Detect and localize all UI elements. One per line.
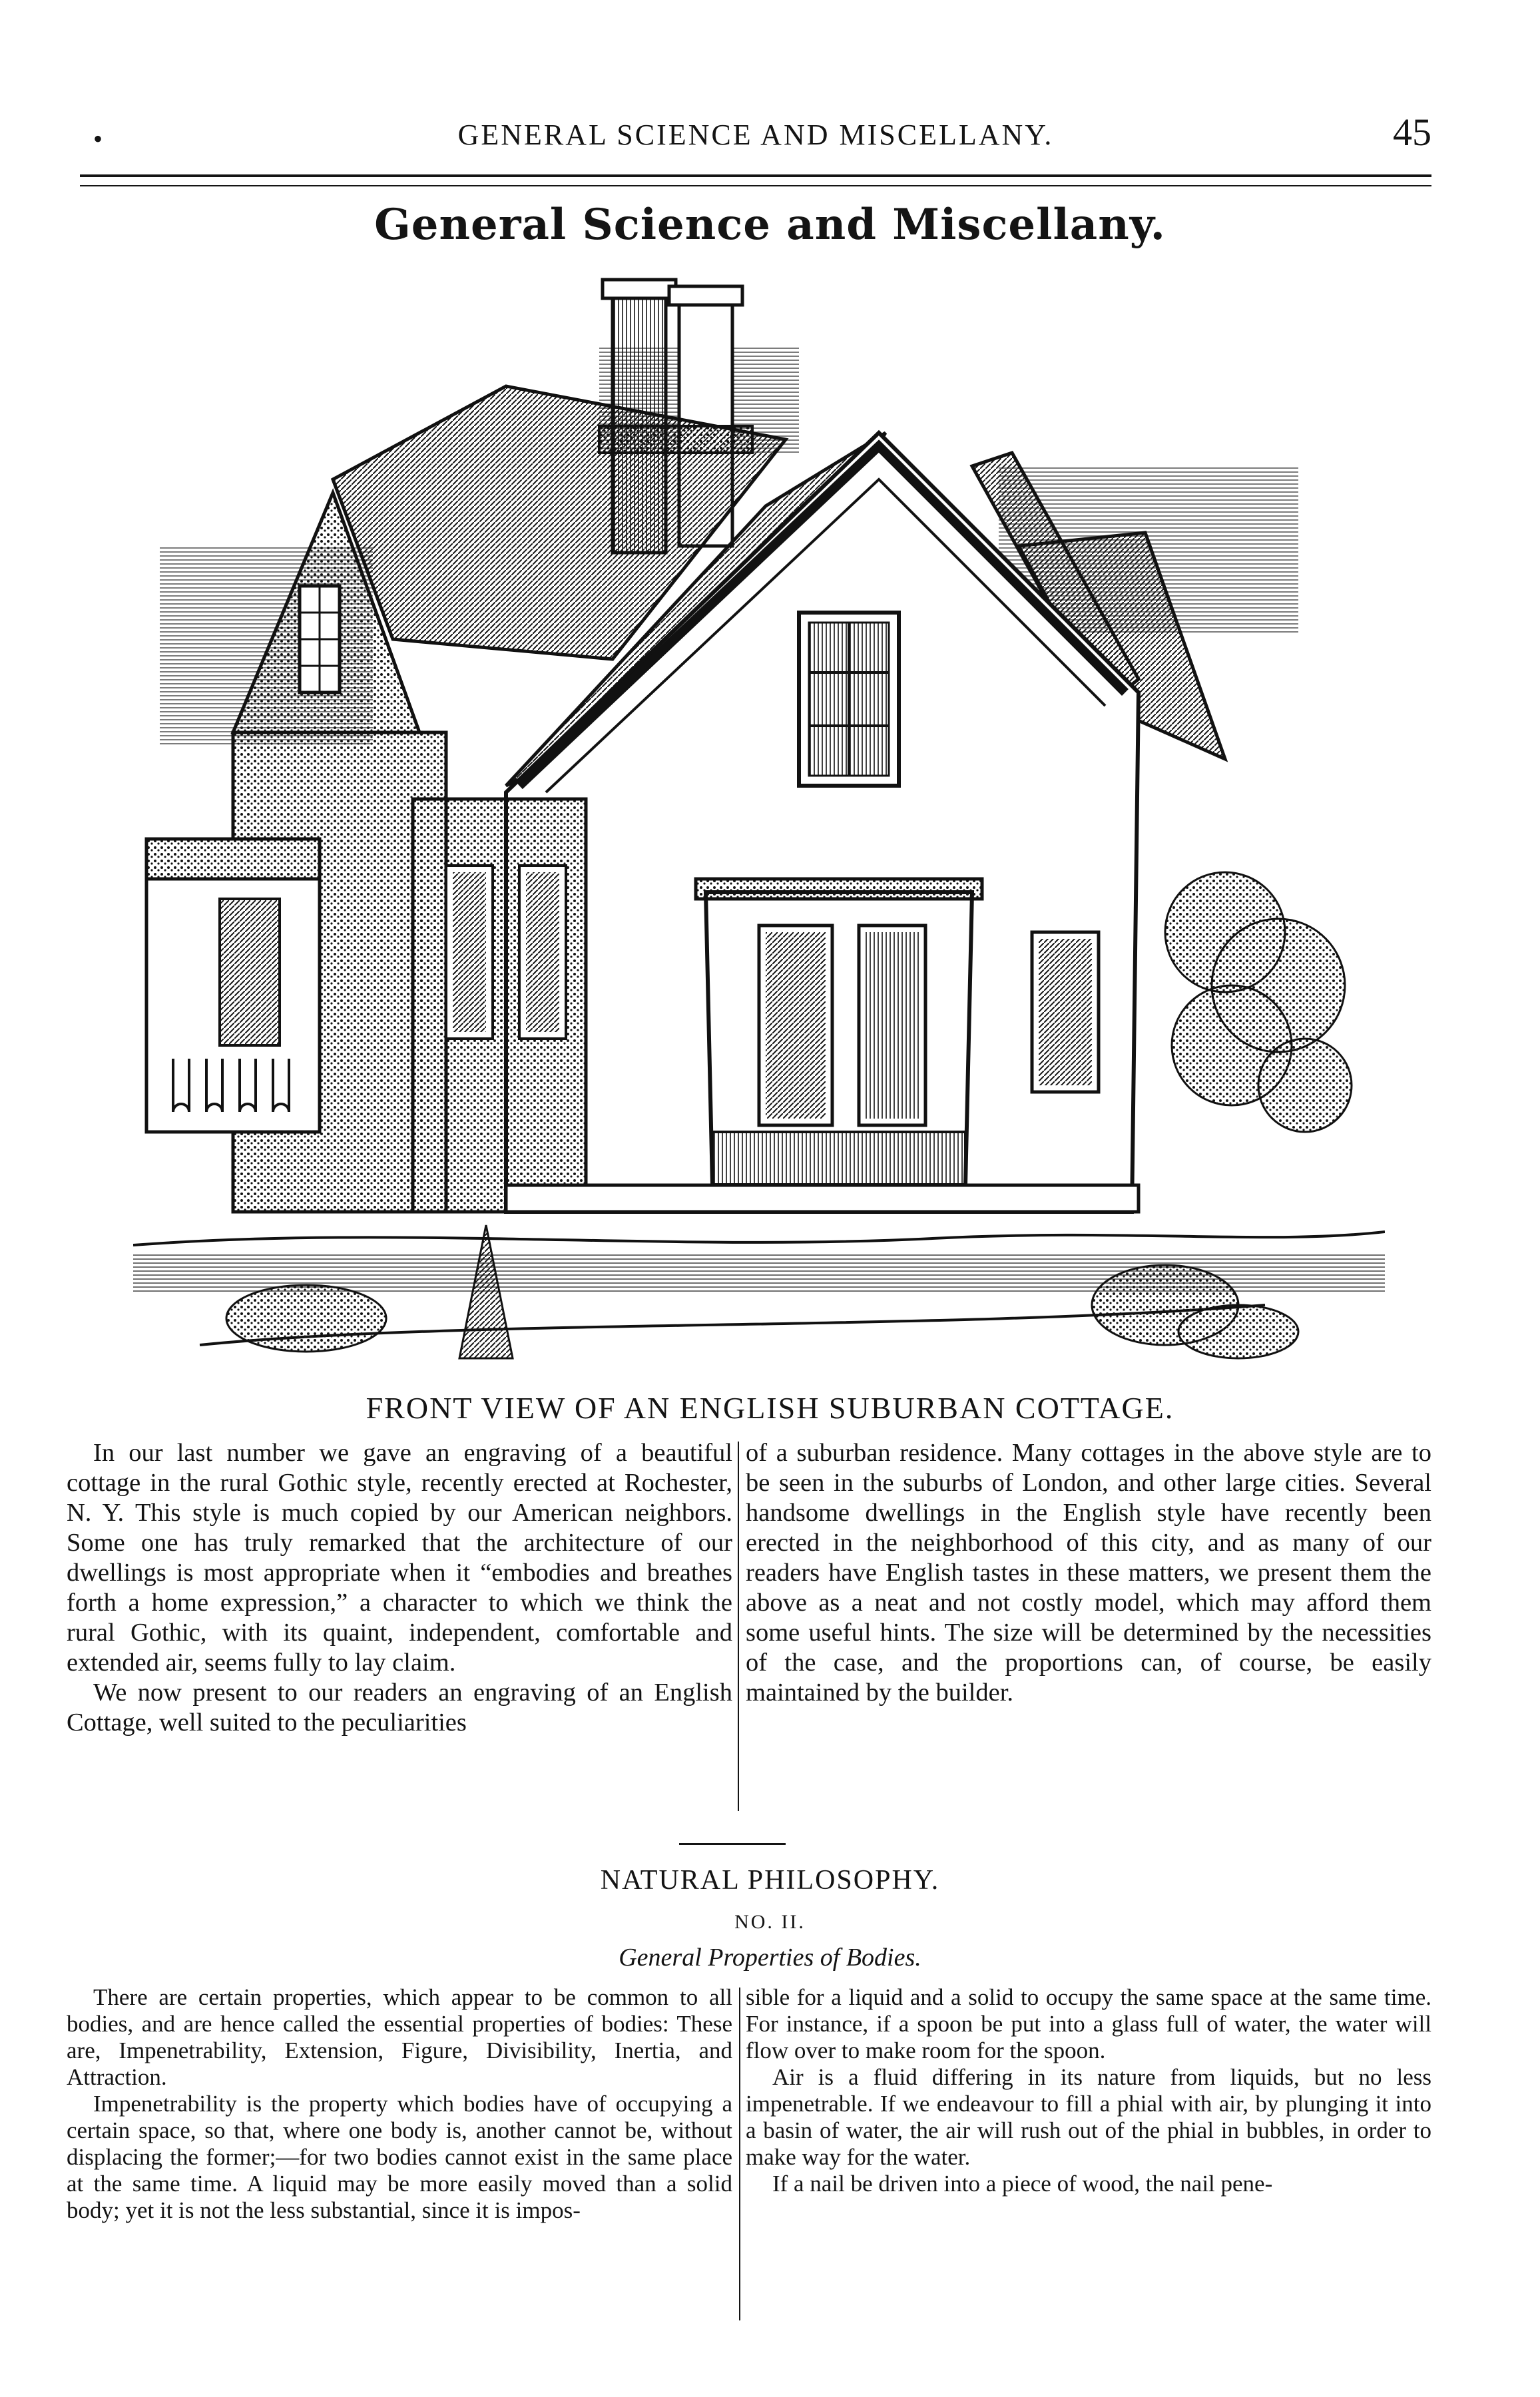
article2-number: NO. II. [734,1911,806,1933]
article2-title: NATURAL PHILOSOPHY. [600,1865,940,1896]
article1-right-column [746,1438,1431,1708]
article2-paragraph-1: There are certain properties, which appear to be common to all bodies, and are hence called the essential properties of bodies: These are, Impenetrability, Extension, Figure, Divisibility, Inertia, and Attraction. [67,1984,732,2090]
article2-paragraph-4: Air is a fluid differing in its nature from liquids, but no less impenetrable. If we endeavour to fill a phial with air, by plunging it into a basin of water, the air will rush out of the phial in bubbles, in order to make way for the water. [746,2064,1431,2170]
article2-right-column [746,1984,1431,2197]
article2-left-column [67,1984,732,2224]
article1-paragraph-3: of a suburban residence. Many cottages in the above style are to be seen in the suburbs of London, and other large cities. Several handsome dwellings in the English style have recently been erected in the neighborhood of this city, and as many of our readers have English tastes in these matters, we present them the above as a neat and not costly model, which may afford them some useful hints. The size will be determined by the necessities of the case, and the proportions can, of course, be easily maintained by the builder. [746,1439,1431,1707]
section-divider [679,1843,786,1845]
article2-paragraph-2: Impenetrability is the property which bodies have of occupying a certain space, so that, where one body is, another cannot be, without displacing the former;—for two bodies cannot exist in the same place at the same time. A liquid may be more easily moved than a solid body; yet it is not the less substantial, since it is impos- [67,2091,732,2223]
bullet-mark: • [93,124,103,154]
section-heading: General Science and Miscellany. [374,200,1166,250]
tree [1165,872,1352,1132]
article1-paragraph-1: In our last number we gave an engraving of a beautiful cottage in the rural Gothic style, recently erected at Rochester, N. Y. This style is much copied by our American neighbors. Some one has truly remarked that the architecture of our dwellings is most appropriate when it “embodies and breathes forth a home expression,” a character to which we think the rural Gothic, with its quaint, independent, comfortable and extended air, seems fully to lay claim. [67,1439,732,1677]
running-title: GENERAL SCIENCE AND MISCELLANY. [457,119,1054,151]
column-divider-top [738,1442,739,1811]
article2-paragraph-5: If a nail be driven into a piece of wood, the nail pene- [772,2171,1273,2197]
page-number: 45 [1393,111,1431,154]
article2-paragraph-3: sible for a liquid and a solid to occupy the same space at the same time. For instance, if a spoon be put into a glass full of water, the water will flow over to make room for the spoon. [746,1984,1431,2063]
illustration-caption: FRONT VIEW OF AN ENGLISH SUBURBAN COTTAGE. [366,1391,1174,1425]
article2-subtitle: General Properties of Bodies. [619,1944,921,1972]
double-rule [80,174,1431,186]
article1-paragraph-2: We now present to our readers an engraving of an English Cottage, well suited to the peculiarities [67,1679,732,1736]
article1-left-column [67,1438,732,1738]
column-divider-bottom [739,1988,740,2320]
cottage-engraving [133,266,1385,1372]
running-head [80,110,1431,163]
